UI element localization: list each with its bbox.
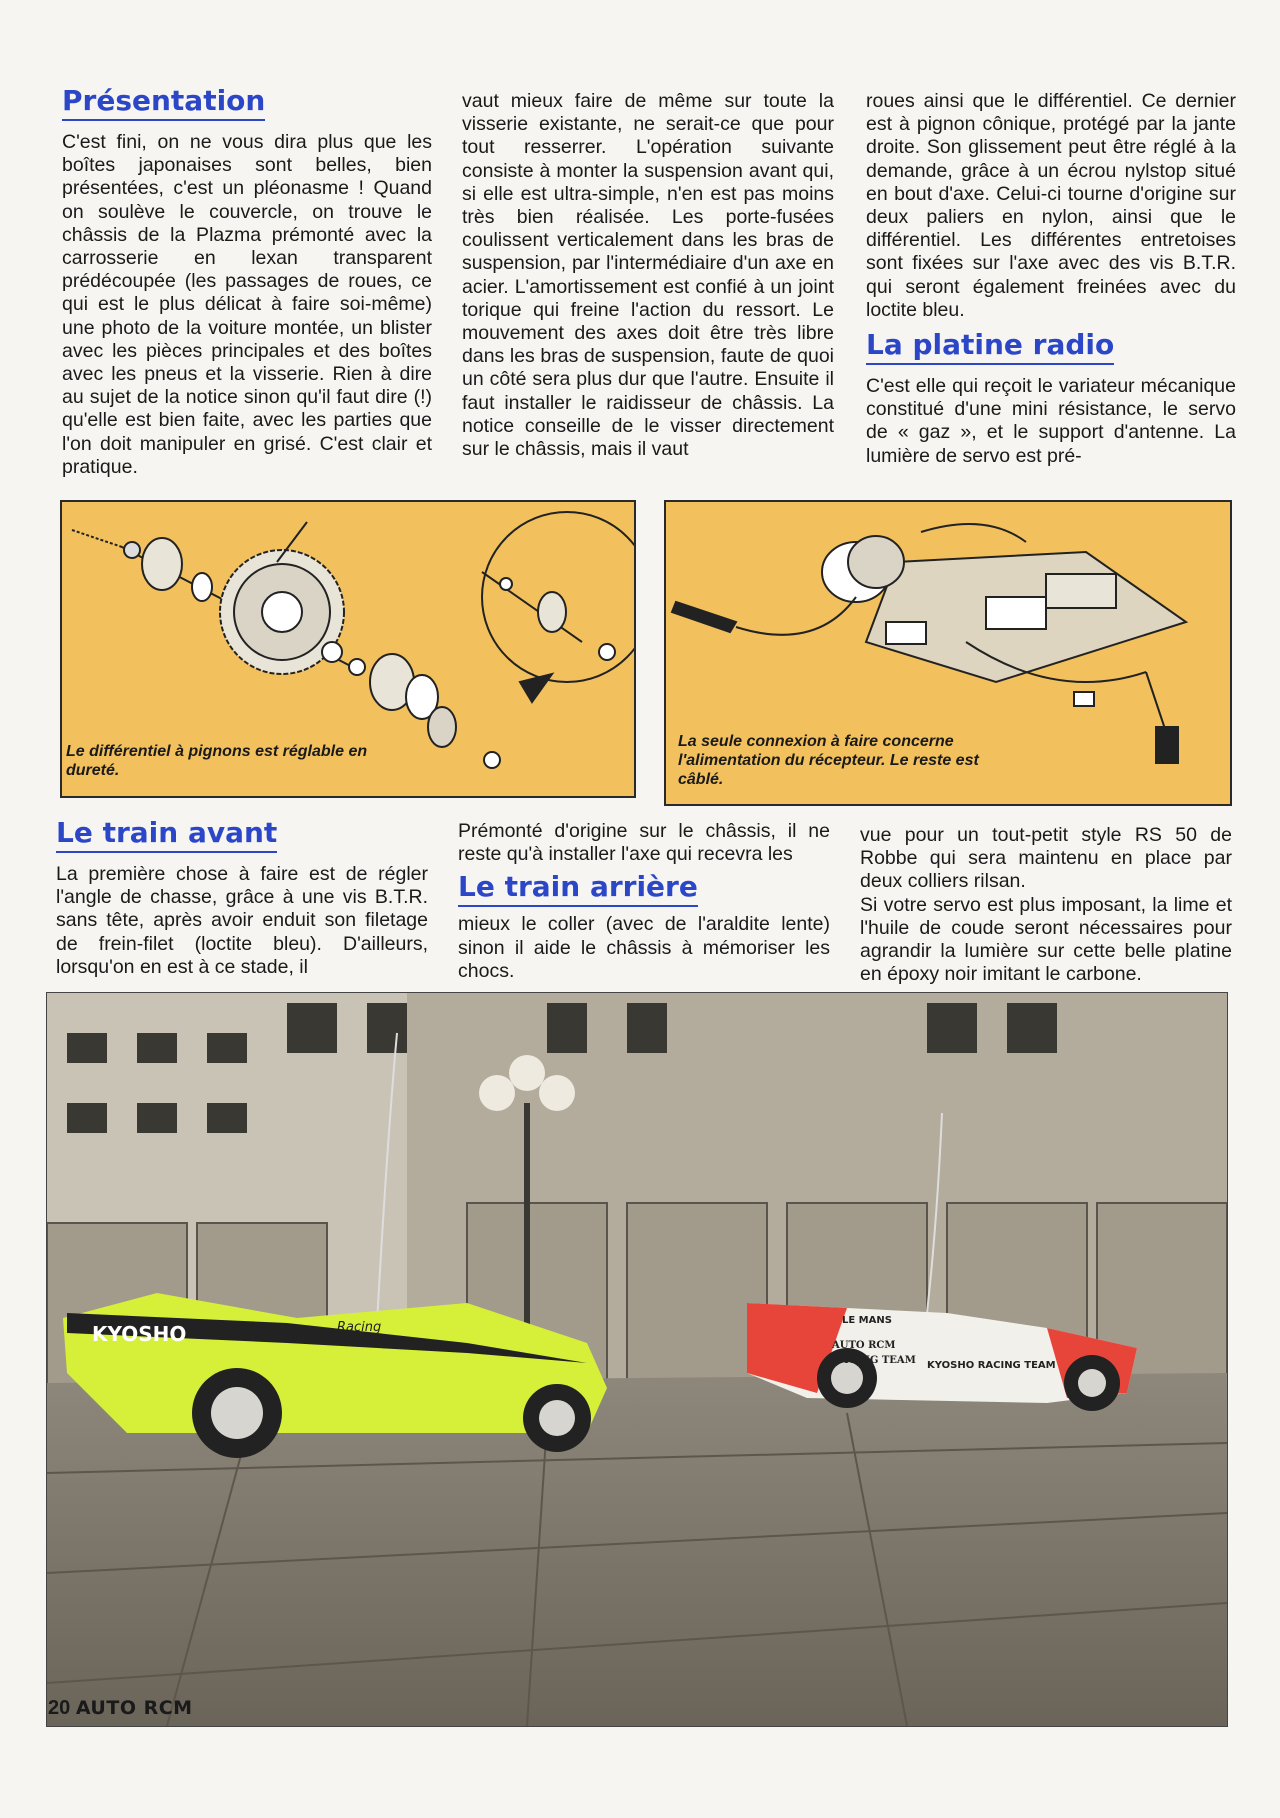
red-car-text-kyosho: KYOSHO RACING TEAM — [927, 1360, 1056, 1371]
text-presentation: C'est fini, on ne vous dira plus que les boîtes japonaises sont belles, bien présentées, c'est un pléonasme ! Quand on soulève le couvercle, on trouve le châssis de la Plazma prémonté avec la carrosserie en lexan transparent prédécoupée (les passages de roues, ce qui est le plus délicat à faire soi-même) une photo de la voiture montée, un blister avec les pièces principales et des boîtes avec les pneus et la visserie. Rien à dire au sujet de la notice sinon qu'il faut dire (!) qu'elle est bien faite, avec les parties que l'on doit manipuler en grisé. C'est clair et pratique. — [62, 131, 432, 478]
page-number: 20 — [48, 1697, 71, 1719]
caption-radio-plate: La seule connexion à faire concerne l'alimentation du récepteur. Le reste est câblé. — [678, 732, 988, 789]
column-presentation — [62, 84, 432, 479]
column-train-arriere — [458, 820, 830, 983]
yellow-car-sticker: Racing — [337, 1320, 382, 1335]
red-car-text-racingteam: RACING TEAM — [832, 1355, 916, 1366]
column-middle-top — [462, 90, 834, 461]
caption-differential: Le différentiel à pignons est réglable en dureté. — [66, 742, 406, 780]
figure-radio-plate — [664, 500, 1232, 806]
figure-differential — [60, 500, 636, 798]
text-lime: Si votre servo est plus imposant, la lime et l'huile de coude seront nécessaires pour agrandir la lumière sur cette belle platine en époxy noir imitant le carbone. — [860, 893, 1232, 986]
page-footer — [48, 1697, 193, 1720]
magazine-name: AUTO RCM — [75, 1697, 193, 1719]
text-train-arriere: mieux le coller (avec de l'araldite lente) sinon il aide le châssis à mémoriser les chocs. — [458, 913, 830, 982]
heading-train-avant: Le train avant — [56, 816, 277, 853]
photo-scene — [47, 993, 1227, 1726]
red-car-text-lemans: LE MANS — [842, 1315, 892, 1326]
yellow-car-logo: KYOSHO — [92, 1322, 187, 1346]
text-platine-radio: C'est elle qui reçoit le variateur mécanique constitué d'une mini résistance, le servo de « gaz », et le support d'antenne. La lumière de servo est pré- — [866, 375, 1236, 467]
text-train-arriere-intro: Prémonté d'origine sur le châssis, il ne reste qu'à installer l'axe qui recevra les — [458, 820, 830, 866]
text-suspension: vaut mieux faire de même sur toute la visserie existante, ne serait-ce que pour tout resserrer. L'opération suivante consiste à monter la suspension avant qui, si elle est ultra-simple, n'en est pas moins très bien réalisée. Les porte-fusées coulissent verticalement dans les bras de suspension, par l'intermédiaire d'un axe en acier. L'amortissement est confié à un joint torique qui freine l'action du ressort. Le mouvement des axes doit être très libre dans les bras de suspension, faute de quoi un côté sera plus dur que l'autre. Ensuite il faut installer le raidisseur de châssis. La notice conseille de le visser directement sur le châssis, mais il vaut — [462, 90, 834, 461]
column-right-bottom — [860, 824, 1232, 986]
column-train-avant — [56, 816, 428, 979]
text-train-avant: La première chose à faire est de régler l'angle de chasse, grâce à une vis B.T.R. sans tête, après avoir enduit son filetage de frein-filet (loctite bleu). D'ailleurs, lorsqu'on en est à ce stade, il — [56, 863, 428, 978]
heading-train-arriere: Le train arrière — [458, 870, 698, 907]
photo-rc-cars — [46, 992, 1228, 1727]
heading-presentation: Présentation — [62, 84, 265, 121]
text-servo: vue pour un tout-petit style RS 50 de Robbe qui sera maintenu en place par deux colliers rilsan. — [860, 824, 1232, 893]
red-car-text-autorcm: AUTO RCM — [832, 1340, 896, 1351]
text-differentiel: roues ainsi que le différentiel. Ce dernier est à pignon cônique, protégé par la jante droite. Son glissement peut être réglé à la demande, grâce à un écrou nylstop situé en bout d'axe. Celui-ci tourne d'origine sur deux paliers en nylon, ainsi que le différentiel. Les différentes entretoises sont fixées sur l'axe avec des vis B.T.R. qui seront également freinées avec du loctite bleu. — [866, 90, 1236, 321]
heading-platine-radio: La platine radio — [866, 328, 1114, 365]
column-right-top — [866, 90, 1236, 468]
